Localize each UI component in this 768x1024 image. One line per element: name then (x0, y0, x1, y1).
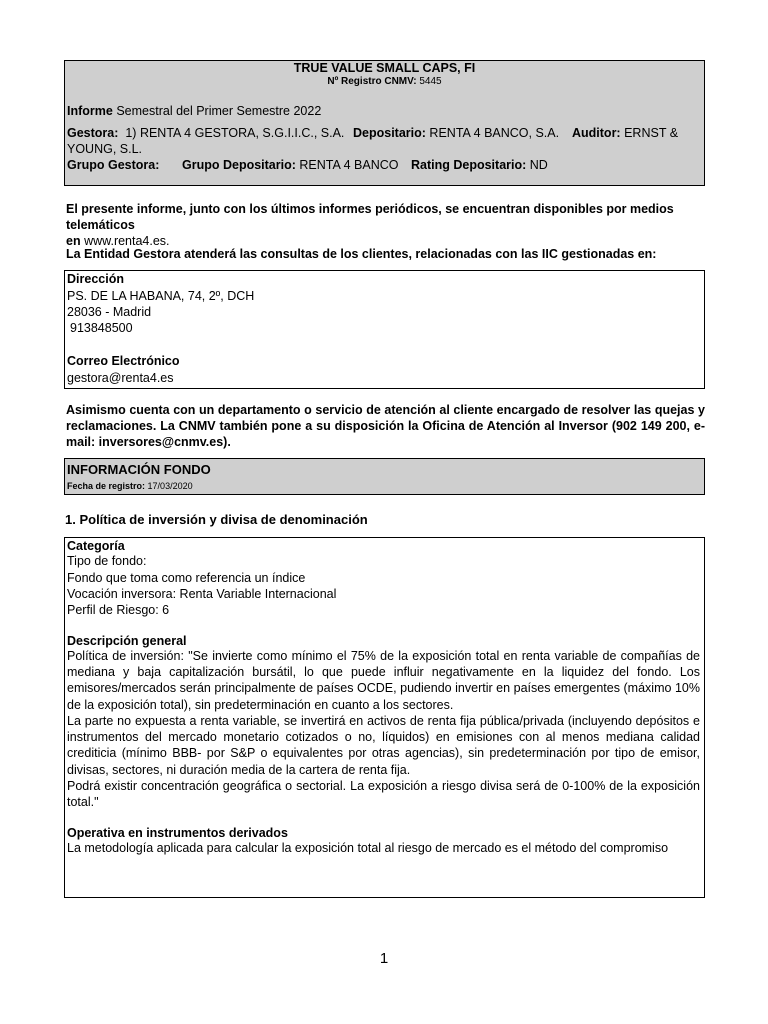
fund-header-box (64, 60, 705, 186)
politica-box (64, 537, 705, 898)
vocacion-inversora: Vocación inversora: Renta Variable Internacional (67, 587, 337, 601)
tipo-fondo: Tipo de fondo: (67, 554, 147, 568)
informe-line: Informe Semestral del Primer Semestre 2022 (67, 104, 322, 118)
derivados-label: Operativa en instrumentos derivados (67, 826, 288, 840)
descripcion-p3: Podrá existir concentración geográfica o sectorial. La exposición a riesgo divisa será de 0-100% de la exposición total." (67, 779, 700, 810)
descripcion-p1: Política de inversión: "Se invierte como mínimo el 75% de la exposición total en renta variable de compañías de mediana y baja capitalización bursátil, lo que puede influir negativamente en la liquidez del fondo. Los emisores/mercados serán principalmente de países OCDE, pudiendo invertir en países emergentes (máximo 10% de la exposición total), sin predeterminación en cuanto a los sectores. (67, 649, 700, 712)
auditor-continued: YOUNG, S.L. (67, 142, 143, 156)
categoria-label: Categoría (67, 539, 125, 553)
registro-cnmv: Nº Registro CNMV: 5445 (327, 76, 442, 87)
email-label: Correo Electrónico (67, 354, 180, 368)
fondo-referencia: Fondo que toma como referencia un índice (67, 571, 306, 585)
grupo-line: Grupo Gestora: Grupo Depositario: RENTA 4 BANCO Rating Depositario: ND (67, 158, 548, 172)
page-number: 1 (379, 950, 389, 967)
consultas-text: La Entidad Gestora atenderá las consultas de los clientes, relacionadas con las IIC gestionadas en: (66, 247, 657, 261)
descripcion-p2: La parte no expuesta a renta variable, se invertirá en activos de renta fija pública/privada (incluyendo depósitos e instrumentos del mercado monetario cotizados o no, líquidos) en emisiones con al menos mediana calidad crediticia (mínimo BBB- por S&P o equivalentes por otras agencias), sin predeterminación por tipo de emisor, divisas, sectores, ni duración media de la cartera de renta fija. (67, 714, 700, 777)
atencion-cliente-text: Asimismo cuenta con un departamento o servicio de atención al cliente encargado de resolver las quejas y reclamaciones. La CNMV también pone a su disposición la Oficina de Atención al Inversor (902 149 200, e-mail: inversores@cnmv.es). (66, 403, 705, 449)
info-fondo-title: INFORMACIÓN FONDO (67, 462, 211, 477)
fecha-registro: Fecha de registro: 17/03/2020 (67, 481, 193, 491)
address-line-1: PS. DE LA HABANA, 74, 2º, DCH (67, 289, 255, 303)
gestora-line: Gestora: 1) RENTA 4 GESTORA, S.G.I.I.C., S.A. Depositario: RENTA 4 BANCO, S.A. Auditor: ERNST & (67, 126, 679, 140)
email-address: gestora@renta4.es (67, 371, 174, 385)
phone-number: 913848500 (70, 321, 133, 335)
fund-title: TRUE VALUE SMALL CAPS, FI (293, 61, 476, 75)
descripcion-label: Descripción general (67, 634, 187, 648)
info-fondo-box (64, 458, 705, 495)
direccion-label: Dirección (67, 272, 124, 286)
perfil-riesgo: Perfil de Riesgo: 6 (67, 603, 170, 617)
contact-box (64, 270, 705, 389)
address-line-2: 28036 - Madrid (67, 305, 152, 319)
derivados-text: La metodología aplicada para calcular la exposición total al riesgo de mercado es el método del compromiso (67, 841, 669, 855)
intro-availability: El presente informe, junto con los últimos informes periódicos, se encuentran disponibles por medios telemáticos en www.renta4.es. (66, 202, 674, 248)
section-1-title: 1. Política de inversión y divisa de denominación (65, 512, 368, 527)
